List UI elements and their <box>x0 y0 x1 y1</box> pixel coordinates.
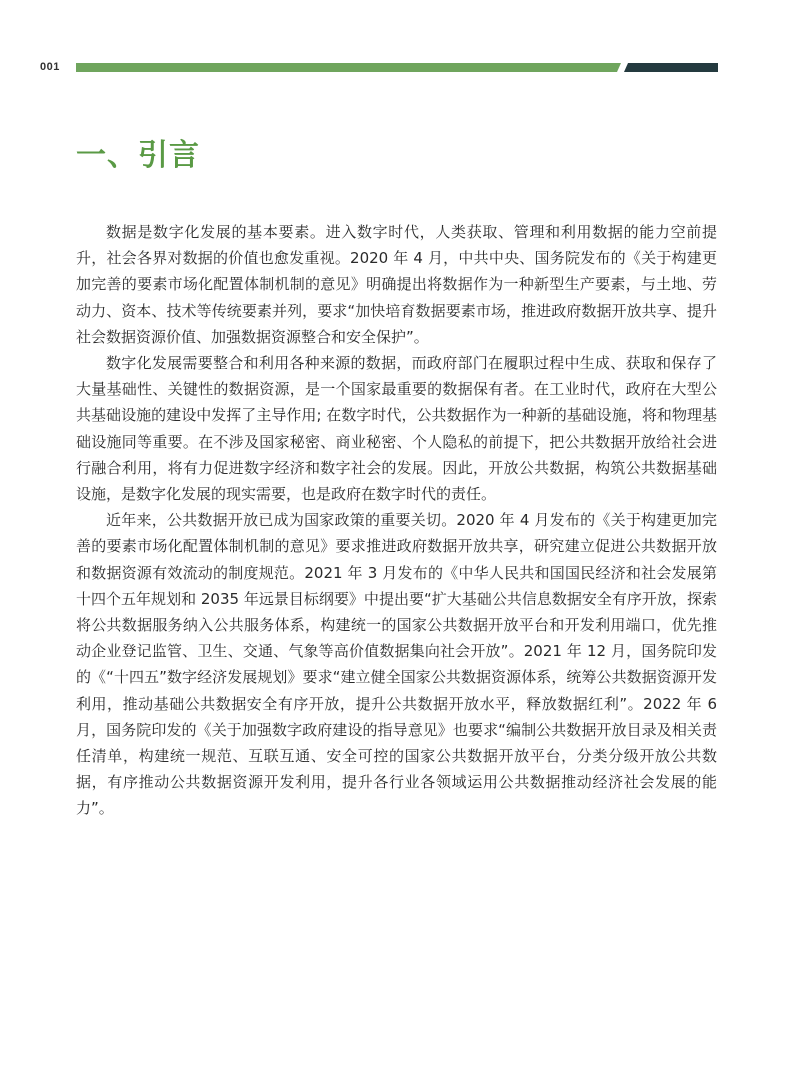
body-text <box>76 219 717 822</box>
header-decoration-bar <box>76 63 718 73</box>
paragraph: 数据是数字化发展的基本要素。进入数字时代，人类获取、管理和利用数据的能力空前提升，社会各界对数据的价值也愈发重视。2020 年 4 月，中共中央、国务院发布的《关于构建更加完善的要素市场化配置体制机制的意见》明确提出将数据作为一种新型生产要素，与土地、劳动力、资本、技术等传统要素并列，要求“加快培育数据要素市场，推进政府数据开放共享、提升社会数据资源价值、加强数据资源整合和安全保护”。 <box>76 223 717 346</box>
header-bar-dark <box>624 63 718 72</box>
paragraph: 近年来，公共数据开放已成为国家政策的重要关切。2020 年 4 月发布的《关于构建更加完善的要素市场化配置体制机制的意见》要求推进政府数据开放共享，研究建立促进公共数据开放和数据资源有效流动的制度规范。2021 年 3 月发布的《中华人民共和国国民经济和社会发展第十四个五年规划和 2035 年远景目标纲要》中提出要“扩大基础公共信息数据安全有序开放，探索将公共数据服务纳入公共服务体系，构建统一的国家公共数据开放平台和开发利用端口，优先推动企业登记监管、卫生、交通、气象等高价值数据集向社会开放”。2021 年 12 月，国务院印发的《“十四五”数字经济发展规划》要求“建立健全国家公共数据资源体系，统筹公共数据资源开发利用，推动基础公共数据安全有序开放，提升公共数据开放水平，释放数据红利”。2022 年 6 月，国务院印发的《关于加强数字政府建设的指导意见》也要求“编制公共数据开放目录及相关责任清单，构建统一规范、互联互通、安全可控的国家公共数据开放平台，分类分级开放公共数据，有序推动公共数据资源开发利用，提升各行业各领域运用公共数据推动经济社会发展的能力”。 <box>76 511 717 818</box>
section-title: 一、引言 <box>76 138 200 173</box>
page-number: 001 <box>40 61 60 73</box>
paragraph: 数字化发展需要整合和利用各种来源的数据，而政府部门在履职过程中生成、获取和保存了大量基础性、关键性的数据资源，是一个国家最重要的数据保有者。在工业时代，政府在大型公共基础设施的建设中发挥了主导作用; 在数字时代，公共数据作为一种新的基础设施，将和物理基础设施同等重要。在不涉及国家秘密、商业秘密、个人隐私的前提下，把公共数据开放给社会进行融合利用，将有力促进数字经济和数字社会的发展。因此，开放公共数据，构筑公共数据基础设施，是数字化发展的现实需要，也是政府在数字时代的责任。 <box>76 354 717 504</box>
header-bar-green <box>76 63 621 72</box>
